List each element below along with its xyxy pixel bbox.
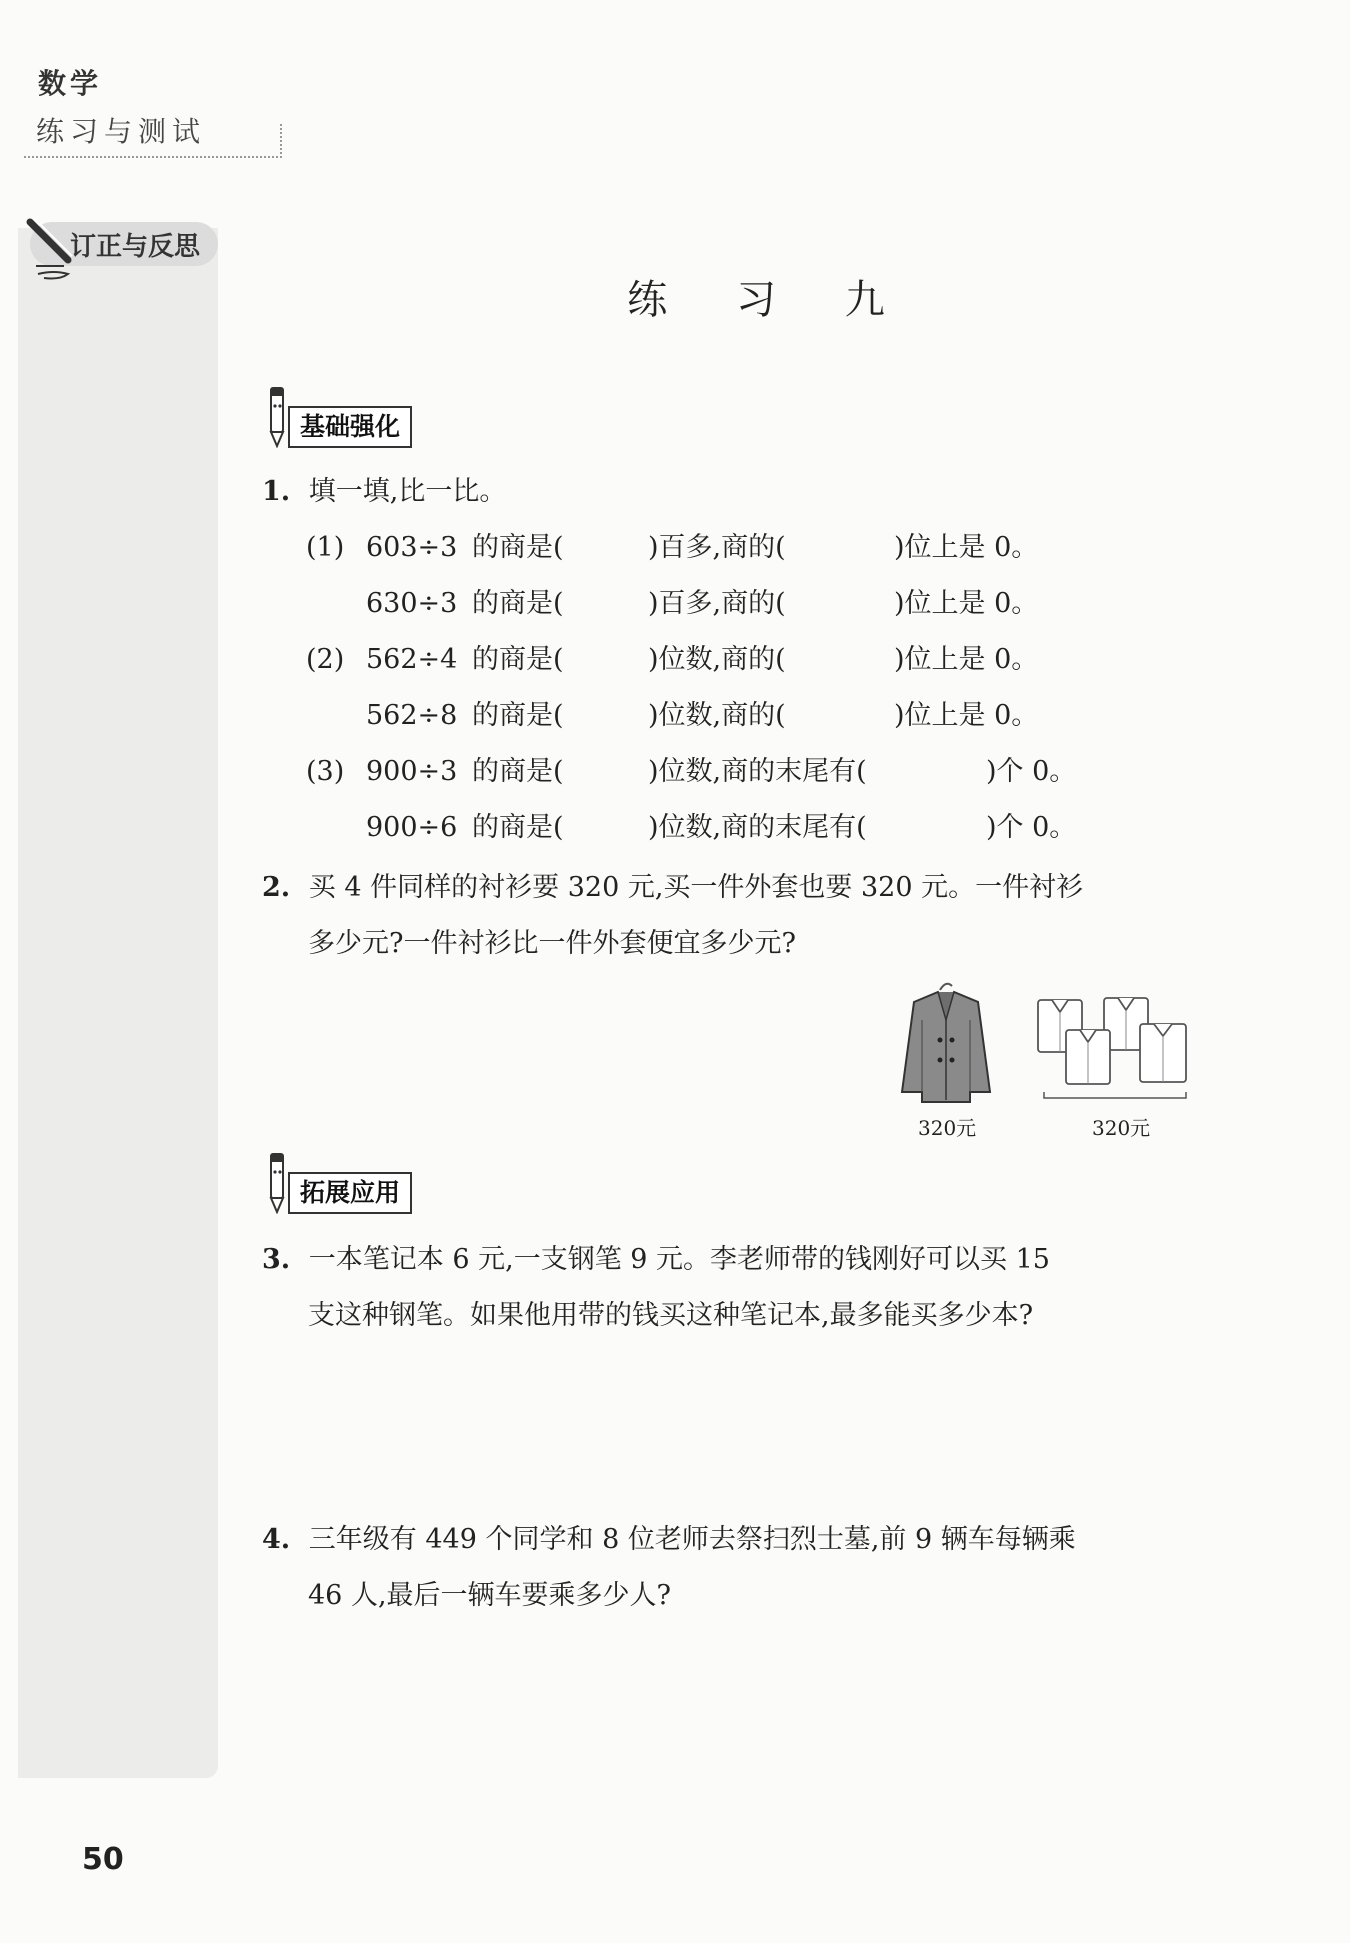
question-3 — [262, 1232, 1050, 1288]
blank-middle: )百多,商的( — [648, 588, 786, 619]
blank-suffix: )个 0。 — [986, 756, 1077, 787]
question-4 — [262, 1512, 1076, 1568]
header-dotted-frame — [24, 124, 282, 158]
division-expression: 562÷4 — [366, 644, 458, 675]
division-expression: 630÷3 — [366, 588, 458, 619]
question-text-line-1: 一本笔记本 6 元,一支钢笔 9 元。李老师带的钱刚好可以买 15 — [308, 1244, 1050, 1275]
book-subject: 数学 — [38, 67, 103, 100]
question-text-line-1: 买 4 件同样的衬衫要 320 元,买一件外套也要 320 元。一件衬衫 — [308, 872, 1084, 903]
page-number: 50 — [82, 1842, 124, 1877]
fill-blank-line — [306, 520, 1226, 576]
blank-middle: )位数,商的末尾有( — [648, 812, 867, 843]
blank-prefix: 的商是( — [472, 532, 564, 563]
section-tag-basic: 基础强化 — [288, 406, 412, 448]
fill-blank-line — [306, 744, 1226, 800]
blank-suffix: )位上是 0。 — [894, 644, 1039, 675]
correction-reflection-label: 订正与反思 — [70, 232, 201, 262]
question-2 — [262, 860, 1083, 916]
fill-blank-line — [306, 688, 1226, 744]
page-title: 练 习 九 — [627, 277, 913, 323]
fill-blank-line — [306, 576, 1226, 632]
question-number: 2. — [262, 872, 291, 903]
coat-price: 320元 — [918, 1116, 977, 1140]
pencil-mascot-icon — [268, 1152, 286, 1214]
blank-middle: )位数,商的( — [648, 644, 786, 675]
fill-blank-line — [306, 632, 1226, 688]
blank-prefix: 的商是( — [472, 644, 564, 675]
blank-suffix: )位上是 0。 — [894, 532, 1039, 563]
sub-label: (3) — [306, 756, 345, 787]
question-1 — [262, 464, 506, 520]
division-expression: 603÷3 — [366, 532, 458, 563]
blank-middle: )位数,商的( — [648, 700, 786, 731]
question-text-line-1: 三年级有 449 个同学和 8 位老师去祭扫烈士墓,前 9 辆车每辆乘 — [308, 1524, 1076, 1555]
blank-middle: )百多,商的( — [648, 532, 786, 563]
blank-prefix: 的商是( — [472, 812, 564, 843]
question-3-line-2: 支这种钢笔。如果他用带的钱买这种笔记本,最多能买多少本? — [308, 1300, 1034, 1331]
blank-prefix: 的商是( — [472, 700, 564, 731]
blank-suffix: )位上是 0。 — [894, 700, 1039, 731]
division-expression: 562÷8 — [366, 700, 458, 731]
pencil-mascot-icon — [268, 386, 286, 448]
sub-label: (2) — [306, 644, 345, 675]
blank-suffix: )位上是 0。 — [894, 588, 1039, 619]
question-number: 1. — [262, 476, 291, 507]
question-number: 3. — [262, 1244, 291, 1275]
division-expression: 900÷6 — [366, 812, 458, 843]
division-expression: 900÷3 — [366, 756, 458, 787]
section-tag-extend: 拓展应用 — [288, 1172, 412, 1214]
question-text: 填一填,比一比。 — [308, 476, 507, 507]
blank-prefix: 的商是( — [472, 588, 564, 619]
shirts-price: 320元 — [1092, 1116, 1151, 1140]
book-title: 练习与测试 — [36, 115, 207, 148]
question-2-line-2: 多少元?一件衬衫比一件外套便宜多少元? — [308, 928, 796, 959]
blank-middle: )位数,商的末尾有( — [648, 756, 867, 787]
blank-prefix: 的商是( — [472, 756, 564, 787]
correction-margin-column — [18, 228, 218, 1778]
sub-label: (1) — [306, 532, 345, 563]
coat-icon — [900, 980, 992, 1106]
blank-suffix: )个 0。 — [986, 812, 1077, 843]
shirts-icon — [1036, 996, 1192, 1104]
question-number: 4. — [262, 1524, 291, 1555]
fill-blank-line — [306, 800, 1226, 856]
question-4-line-2: 46 人,最后一辆车要乘多少人? — [308, 1580, 671, 1611]
